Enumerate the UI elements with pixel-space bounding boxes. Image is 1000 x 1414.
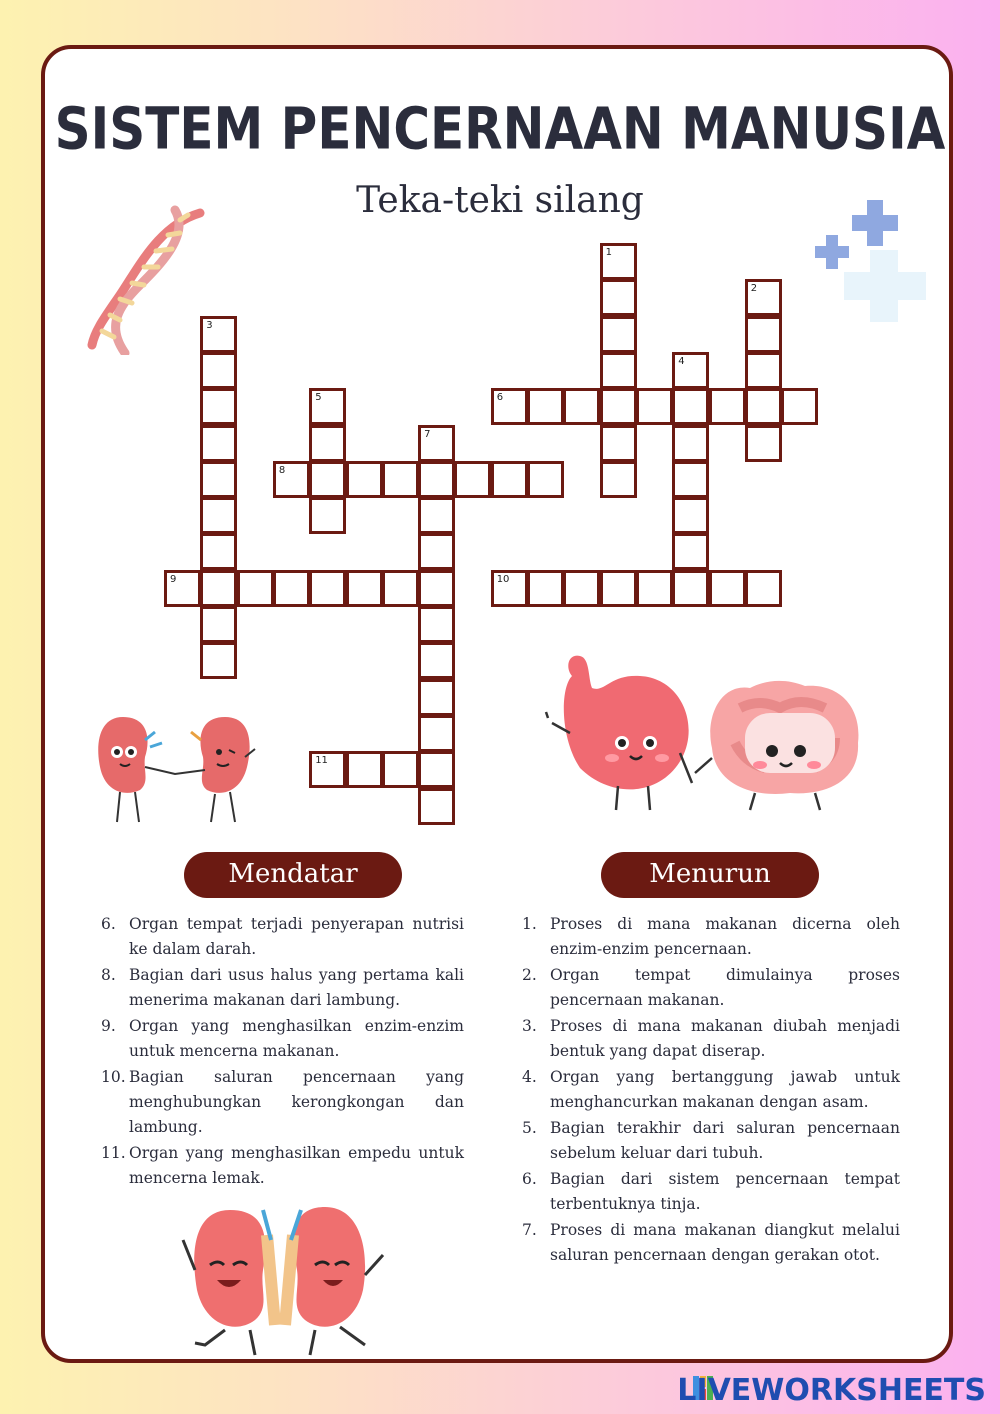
crossword-cell[interactable] [200,606,237,643]
clue-item-number: 7. [522,1221,537,1239]
clue-item-text: Proses di mana makanan diangkut melalui saluran pencernaan dengan gerakan otot. [550,1221,900,1264]
crossword-cell[interactable] [382,751,419,788]
clue-item [101,1141,464,1191]
clue-item [522,912,900,962]
crossword-cell[interactable] [346,751,383,788]
clue-item [522,963,900,1013]
clue-number: 9 [170,573,177,585]
kidney-characters-large [175,1195,395,1360]
across-clue-list [101,912,464,1192]
crossword-cell[interactable] [273,461,310,498]
crossword-cell[interactable] [745,279,782,316]
clue-item-text: Bagian terakhir dari saluran pencernaan sebelum keluar dari tubuh. [550,1119,900,1162]
down-clue-list [522,912,900,1269]
crossword-cell[interactable] [418,497,455,534]
crossword-cell[interactable] [418,606,455,643]
crossword-cell[interactable] [672,461,709,498]
crossword-cell[interactable] [672,352,709,389]
crossword-cell[interactable] [491,388,528,425]
crossword-cell[interactable] [418,679,455,716]
crossword-cell[interactable] [382,461,419,498]
clue-item-text: Proses di mana makanan dicerna oleh enzim-enzim pencernaan. [550,915,900,958]
crossword-cell[interactable] [709,388,746,425]
clue-item-number: 4. [522,1068,537,1086]
clue-number: 2 [750,283,758,295]
clue-item-text: Bagian saluran pencernaan yang menghubungkan kerongkongan dan lambung. [129,1068,464,1136]
crossword-cell[interactable] [346,570,383,607]
clue-item-text: Organ yang menghasilkan empedu untuk mencerna lemak. [129,1144,464,1187]
page-title: SISTEM PENCERNAAN MANUSIA [54,95,946,163]
clue-item-number: 11. [101,1144,126,1162]
crossword-cell[interactable] [527,388,564,425]
clue-item-number: 9. [101,1017,116,1035]
crossword-cell[interactable] [200,316,237,353]
crossword-cell[interactable] [600,243,637,280]
crossword-cell[interactable] [527,461,564,498]
crossword-cell[interactable] [200,533,237,570]
clue-item-text: Organ yang menghasilkan enzim-enzim untuk mencerna makanan. [129,1017,464,1060]
clue-item-number: 8. [101,966,116,984]
brand-logo: LIVEWORKSHEETS [677,1373,986,1408]
clue-number: 3 [206,319,213,331]
crossword-cell[interactable] [309,570,346,607]
across-heading: Mendatar [184,852,402,898]
clue-item-text: Organ tempat terjadi penyerapan nutrisi ke dalam darah. [129,915,464,958]
crossword-cell[interactable] [491,570,528,607]
crossword-cell[interactable] [309,497,346,534]
clue-item [522,1065,900,1115]
clue-number: 10 [496,573,510,585]
crossword-cell[interactable] [781,388,818,425]
crossword-cell[interactable] [200,388,237,425]
crossword-cell[interactable] [745,316,782,353]
clue-item-number: 1. [522,915,537,933]
crossword-cell[interactable] [672,425,709,462]
crossword-cell[interactable] [309,425,346,462]
crossword-cell[interactable] [563,570,600,607]
crossword-cell[interactable] [273,570,310,607]
crossword-cell[interactable] [418,751,455,788]
plus-icons-decoration [812,195,932,330]
crossword-cell[interactable] [309,461,346,498]
crossword-cell[interactable] [164,570,201,607]
crossword-cell[interactable] [418,425,455,462]
crossword-cell[interactable] [672,570,709,607]
clue-item [522,1014,900,1064]
clue-item [101,1014,464,1064]
crossword-cell[interactable] [418,642,455,679]
crossword-cell[interactable] [200,352,237,389]
crossword-cell[interactable] [418,533,455,570]
clue-number: 7 [424,428,431,440]
crossword-cell[interactable] [600,279,637,316]
clue-item-text: Proses di mana makanan diubah menjadi bentuk yang dapat diserap. [550,1017,900,1060]
crossword-cell[interactable] [600,316,637,353]
crossword-cell[interactable] [309,388,346,425]
crossword-cell[interactable] [709,570,746,607]
clue-number: 4 [678,355,685,367]
crossword-cell[interactable] [745,570,782,607]
clue-item-text: Organ tempat dimulainya proses pencernaan makanan. [550,966,900,1009]
clue-item [522,1167,900,1217]
crossword-cell[interactable] [636,388,673,425]
clue-item [522,1116,900,1166]
clue-item-number: 2. [522,966,537,984]
crossword-cell[interactable] [672,388,709,425]
clue-item-text: Bagian dari sistem pencernaan tempat terbentuknya tinja. [550,1170,900,1213]
clue-item-number: 5. [522,1119,537,1137]
clue-item [522,1218,900,1268]
page-subtitle: Teka-teki silang [356,180,644,221]
crossword-cell[interactable] [672,533,709,570]
crossword-cell[interactable] [200,461,237,498]
clue-item-number: 6. [522,1170,537,1188]
crossword-cell[interactable] [418,461,455,498]
crossword-cell[interactable] [418,715,455,752]
down-heading: Menurun [601,852,819,898]
crossword-cell[interactable] [636,570,673,607]
kidney-characters-small [95,712,265,827]
clue-item-text: Organ yang bertanggung jawab untuk menghancurkan makanan dengan asam. [550,1068,900,1111]
clue-item-text: Bagian dari usus halus yang pertama kali menerima makanan dari lambung. [129,966,464,1009]
crossword-cell[interactable] [600,461,637,498]
crossword-cell[interactable] [200,497,237,534]
dna-illustration [80,205,213,355]
clue-number: 6 [496,392,504,404]
crossword-cell[interactable] [237,570,274,607]
crossword-cell[interactable] [309,751,346,788]
crossword-cell[interactable] [346,461,383,498]
crossword-cell[interactable] [600,570,637,607]
crossword-cell[interactable] [600,425,637,462]
clue-number: 5 [315,392,322,404]
crossword-cell[interactable] [491,461,528,498]
clue-number: 11 [315,755,328,767]
crossword-cell[interactable] [672,497,709,534]
crossword-cell[interactable] [454,461,491,498]
clue-item-number: 6. [101,915,116,933]
clue-item [101,963,464,1013]
crossword-cell[interactable] [418,788,455,825]
crossword-cell[interactable] [745,352,782,389]
crossword-cell[interactable] [418,570,455,607]
crossword-cell[interactable] [745,425,782,462]
crossword-cell[interactable] [745,388,782,425]
crossword-cell[interactable] [563,388,600,425]
crossword-cell[interactable] [200,642,237,679]
clue-number: 8 [278,464,286,476]
crossword-cell[interactable] [200,425,237,462]
crossword-cell[interactable] [382,570,419,607]
stomach-intestine-characters [540,648,880,813]
crossword-cell[interactable] [600,388,637,425]
clue-item-number: 3. [522,1017,537,1035]
clue-item [101,1065,464,1140]
crossword-cell[interactable] [200,570,237,607]
crossword-cell[interactable] [600,352,637,389]
clue-number: 1 [605,247,612,258]
crossword-cell[interactable] [527,570,564,607]
clue-item-number: 10. [101,1068,126,1086]
clue-item [101,912,464,962]
